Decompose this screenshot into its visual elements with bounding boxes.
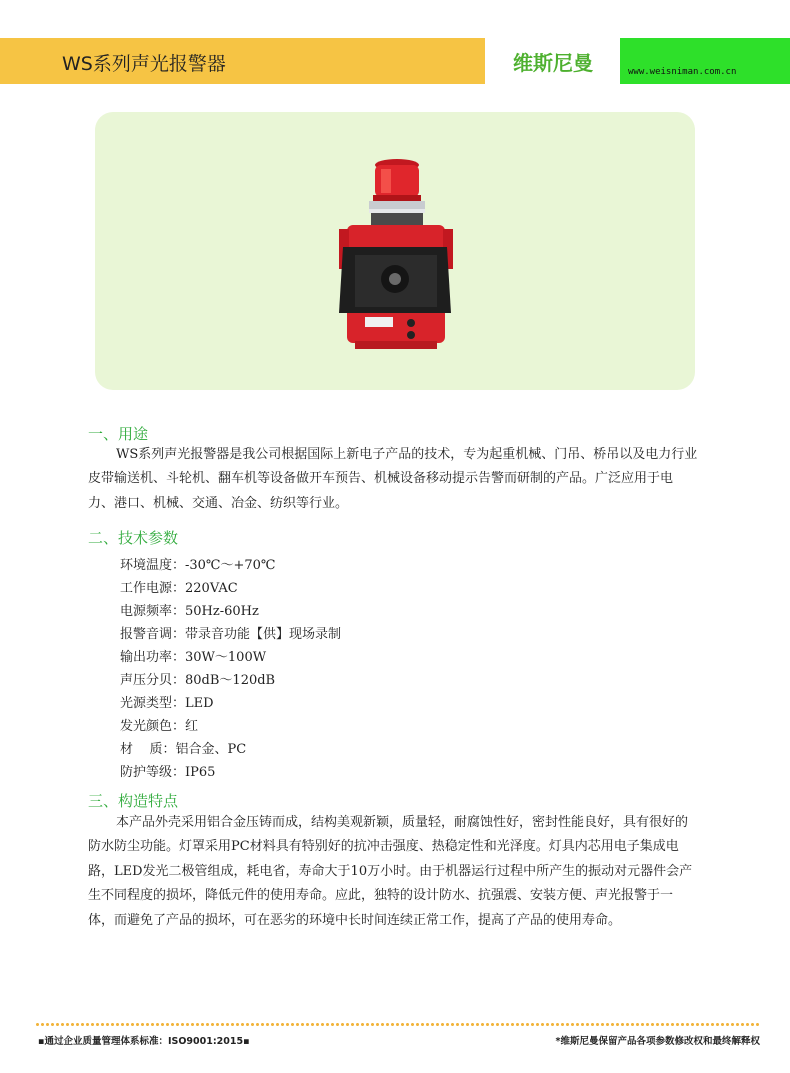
- spec-item: 环境温度：-30℃～+70℃: [120, 558, 276, 573]
- structure-paragraph: [88, 811, 698, 933]
- section-title-structure: 三、构造特点: [88, 792, 179, 810]
- structure-line: 本产品外壳采用铝合金压铸而成，结构美观新颖，质量轻，耐腐蚀性好，密封性能良好，具: [116, 815, 637, 830]
- website-url[interactable]: www.weisniman.com.cn: [628, 67, 737, 77]
- structure-line: 震、安装方便、声光报警于一体，而避免了产品的损坏，可在恶劣的环境中长时间连续正常工作，: [88, 888, 674, 928]
- header-green-block: [620, 38, 790, 84]
- usage-line: 泛应用于电力、港口、机械、交通、冶金、纺织等行业。: [88, 471, 674, 511]
- footer-rights-notice: *维斯尼曼保留产品各项参数修改权和最终解释权: [555, 1036, 760, 1047]
- page-title: WS系列声光报警器: [62, 53, 226, 75]
- spec-item: 电源频率：50Hz-60Hz: [120, 604, 259, 619]
- spec-item: 声压分贝：80dB～120dB: [120, 673, 276, 688]
- spec-item: 输出功率：30W～100W: [120, 650, 267, 665]
- structure-line: 提高了产品的使用寿命。: [478, 912, 622, 928]
- footer-quality-standard: ▪通过企业质量管理体系标准：ISO9001:2015▪: [38, 1036, 250, 1047]
- spec-item: 光源类型：LED: [120, 696, 214, 711]
- section-title-specs: 二、技术参数: [88, 529, 179, 547]
- usage-line: 力行业皮带输送机、斗轮机、翻车机等设备做开车预告、机械设备移动提示告警而研制的产品。广: [88, 447, 698, 487]
- spec-item: 发光颜色：红: [120, 719, 199, 734]
- structure-line: 有很好的防水防尘功能。灯罩采用PC材料具有特别好的抗冲击强度、热稳定性和光泽度。灯具内: [88, 815, 689, 855]
- spec-item: 报警音调：带录音功能【供】现场录制: [120, 627, 342, 642]
- section-title-usage: 一、用途: [88, 425, 149, 443]
- usage-paragraph: [88, 443, 698, 516]
- product-image: [325, 155, 465, 355]
- footer-dotted-divider: [35, 1022, 760, 1027]
- spec-item: 防护等级：IP65: [120, 765, 216, 780]
- spec-item: 材 质：铝合金、PC: [120, 742, 247, 757]
- brand-name: 维斯尼曼: [513, 51, 593, 75]
- usage-line: WS系列声光报警器是我公司根据国际上新电子产品的技术，专为起重机械、门吊、桥吊以及电: [116, 447, 659, 462]
- structure-line: 生的振动对元器件会产生不同程度的损坏，降低元件的使用寿命。应此，独特的设计防水、抗强: [88, 863, 693, 904]
- structure-line: 芯用电子集成电路，LED发光二极管组成，耗电省，寿命大于10万小时。由于机器运行过程中所产: [88, 839, 679, 879]
- spec-item: 工作电源：220VAC: [120, 581, 238, 596]
